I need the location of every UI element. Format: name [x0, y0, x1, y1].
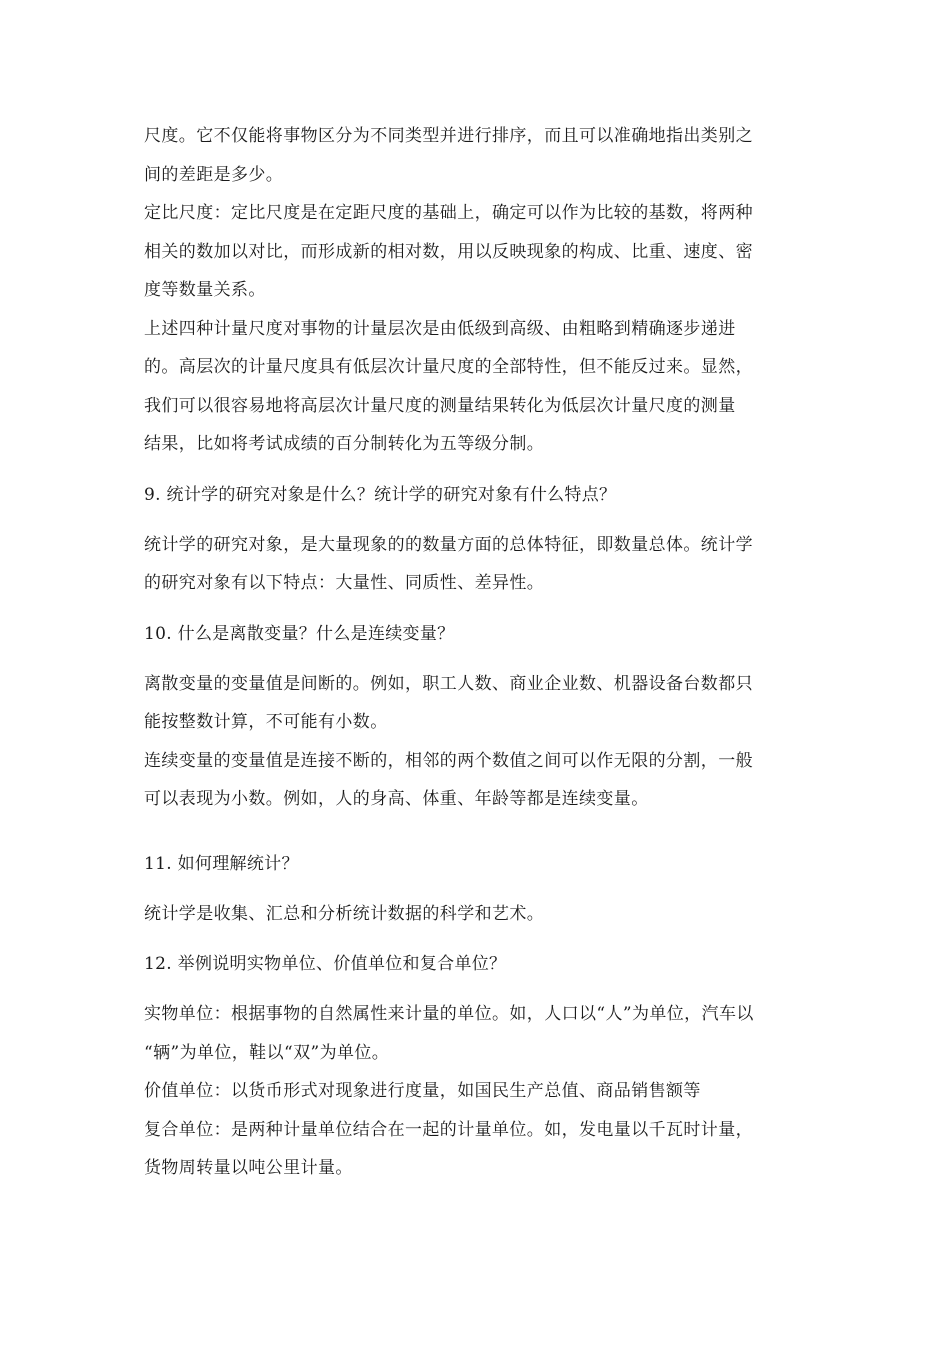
text-line: 统计学是收集、汇总和分析统计数据的科学和艺术。 [144, 903, 545, 924]
text-line: 统计学的研究对象，是大量现象的的数量方面的总体特征，即数量总体。统计学 [144, 534, 753, 555]
question-9: 9. 统计学的研究对象是什么？统计学的研究对象有什么特点？ [144, 484, 617, 505]
text-line: “辆”为单位，鞋以“双”为单位。 [144, 1042, 390, 1063]
question-10: 10. 什么是离散变量？什么是连续变量？ [144, 623, 455, 644]
question-12: 12. 举例说明实物单位、价值单位和复合单位？ [144, 954, 507, 974]
text-line: 上述四种计量尺度对事物的计量层次是由低级到高级、由粗略到精确逐步递进 [144, 318, 736, 339]
document-page [144, 117, 809, 1188]
text-line: 离散变量的变量值是间断的。例如，职工人数、商业企业数、机器设备台数都只 [144, 673, 753, 694]
text-line: 度等数量关系。 [144, 280, 266, 300]
text-line: 我们可以很容易地将高层次计量尺度的测量结果转化为低层次计量尺度的测量 [144, 395, 736, 416]
text-line: 货物周转量以吨公里计量。 [144, 1158, 353, 1178]
text-line: 实物单位：根据事物的自然属性来计量的单位。如，人口以“人”为单位，汽车以 [144, 1004, 754, 1024]
text-line: 的研究对象有以下特点：大量性、同质性、差异性。 [144, 573, 545, 593]
text-line: 的。高层次的计量尺度具有低层次计量尺度的全部特性，但不能反过来。显然， [144, 357, 753, 377]
text-line: 结果，比如将考试成绩的百分制转化为五等级分制。 [144, 434, 545, 454]
text-line: 尺度。它不仅能将事物区分为不同类型并进行排序，而且可以准确地指出类别之 [144, 126, 753, 146]
text-line: 间的差距是多少。 [144, 164, 284, 185]
text-line: 价值单位：以货币形式对现象进行度量，如国民生产总值、商品销售额等 [144, 1081, 701, 1101]
question-11: 11. 如何理解统计？ [144, 853, 299, 874]
text-line: 相关的数加以对比，而形成新的相对数，用以反映现象的构成、比重、速度、密 [144, 241, 753, 262]
text-line: 连续变量的变量值是连接不断的，相邻的两个数值之间可以作无限的分割，一般 [144, 750, 753, 771]
text-line: 复合单位：是两种计量单位结合在一起的计量单位。如，发电量以千瓦时计量， [144, 1119, 753, 1140]
text-line: 能按整数计算，不可能有小数。 [144, 712, 388, 732]
text-line: 可以表现为小数。例如，人的身高、体重、年龄等都是连续变量。 [144, 789, 649, 809]
text-line: 定比尺度：定比尺度是在定距尺度的基础上，确定可以作为比较的基数，将两种 [144, 203, 753, 223]
